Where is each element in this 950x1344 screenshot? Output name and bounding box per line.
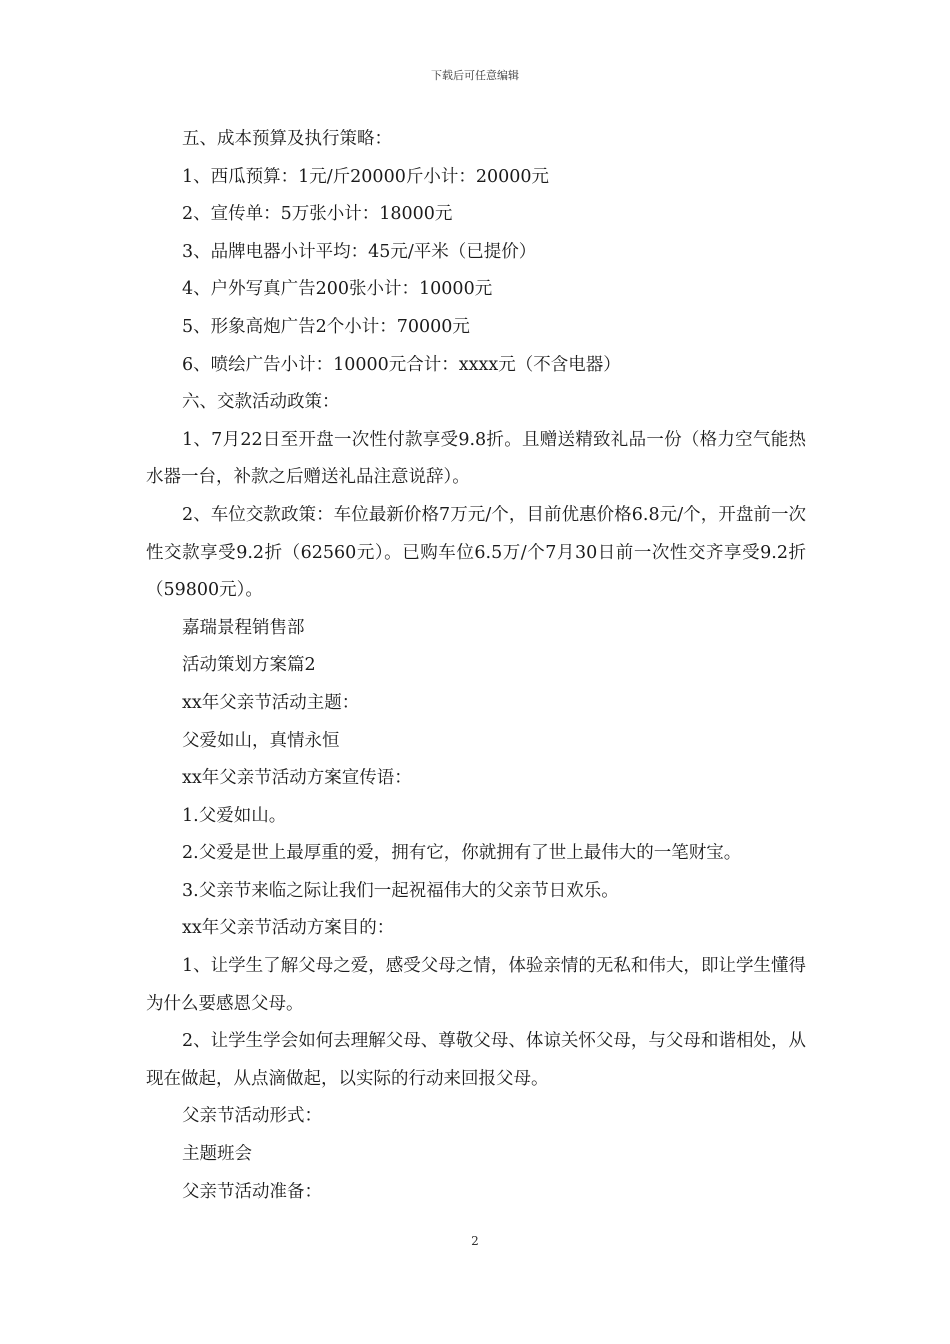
paragraph: 六、交款活动政策： <box>182 392 340 413</box>
page-header-note: 下载后可任意编辑 <box>431 69 519 82</box>
page-number: 2 <box>471 1234 479 1248</box>
paragraph: 五、成本预算及执行策略： <box>182 129 392 149</box>
paragraph: 1、西瓜预算：1元/斤20000斤小计：20000元 <box>182 166 550 187</box>
paragraph: 6、喷绘广告小计：10000元合计：xxxx元（不含电器） <box>182 354 621 375</box>
paragraph: 4、户外写真广告200张小计：10000元 <box>182 279 493 300</box>
paragraph: 父亲节活动形式： <box>182 1106 322 1127</box>
paragraph: 1、7月22日至开盘一次性付款享受9.8折。且赠送精致礼品一份（格力空气能热水器一台，补款之后赠送礼品注意说辞）。 <box>146 429 806 488</box>
document-body <box>146 121 806 1211</box>
paragraph: 2、让学生学会如何去理解父母、尊敬父母、体谅关怀父母，与父母和谐相处，从现在做起，从点滴做起，以实际的行动来回报父母。 <box>146 1031 806 1089</box>
paragraph: 2、宣传单：5万张小计：18000元 <box>182 204 453 225</box>
paragraph: 父亲节活动准备： <box>182 1181 322 1202</box>
paragraph: 嘉瑞景程销售部 <box>182 617 305 638</box>
paragraph: 2、车位交款政策：车位最新价格7万元/个，目前优惠价格6.8元/个，开盘前一次性交款享受9.2折（62560元）。已购车位6.5万/个7月30日前一次性交齐享受9.2折（59800元）。 <box>146 504 806 601</box>
paragraph: 5、形象高炮广告2个小计：70000元 <box>182 316 470 337</box>
paragraph: 3.父亲节来临之际让我们一起祝福伟大的父亲节日欢乐。 <box>182 880 619 901</box>
paragraph: xx年父亲节活动主题： <box>182 692 360 713</box>
paragraph: 活动策划方案篇2 <box>182 655 316 676</box>
paragraph: 2.父爱是世上最厚重的爱，拥有它，你就拥有了世上最伟大的一笔财宝。 <box>182 843 742 864</box>
paragraph: 1.父爱如山。 <box>182 805 287 826</box>
paragraph: xx年父亲节活动方案宣传语： <box>182 768 412 789</box>
paragraph: 父爱如山，真情永恒 <box>182 730 340 751</box>
paragraph: xx年父亲节活动方案目的： <box>182 918 395 939</box>
paragraph: 3、品牌电器小计平均：45元/平米（已提价） <box>182 241 537 262</box>
paragraph: 主题班会 <box>182 1144 252 1165</box>
paragraph: 1、让学生了解父母之爱，感受父母之情，体验亲情的无私和伟大，即让学生懂得为什么要感恩父母。 <box>146 956 806 1014</box>
